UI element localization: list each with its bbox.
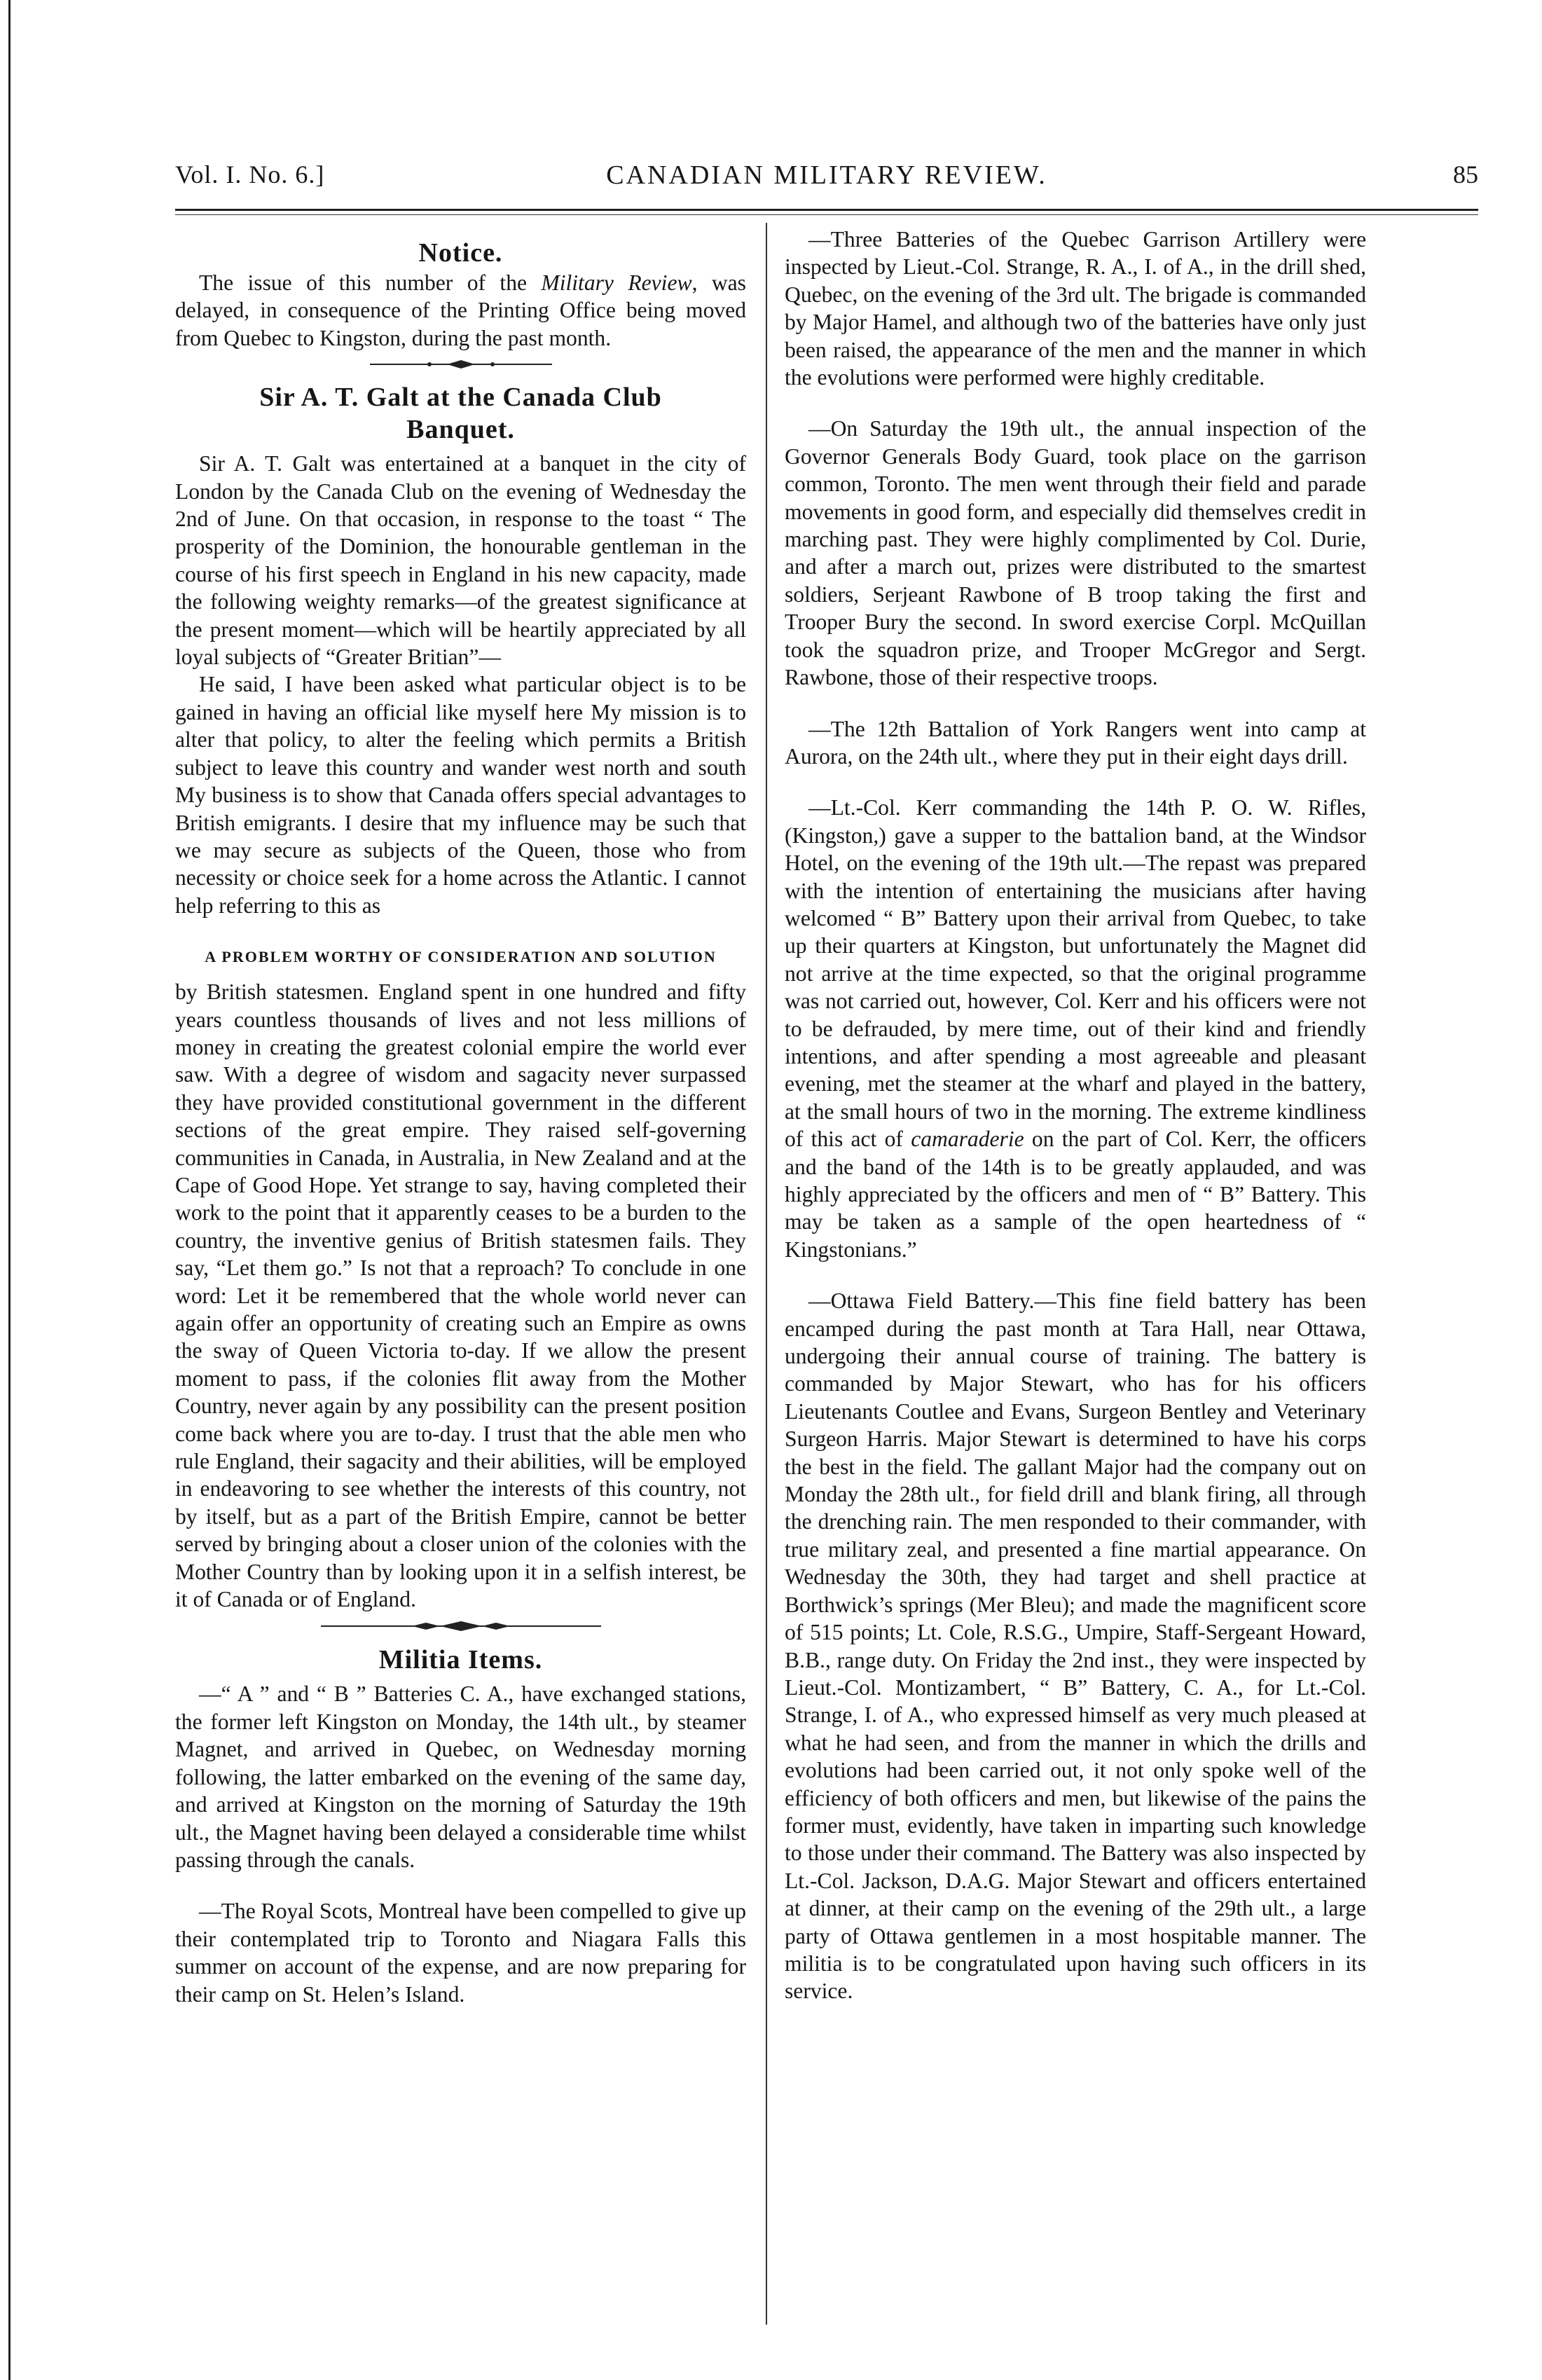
left-column — [175, 226, 746, 2008]
militia-item-italic: camaraderie — [911, 1127, 1024, 1152]
page-header — [175, 156, 1478, 205]
problem-subheading: A PROBLEM WORTHY OF CONSIDERATION AND SOLUTION — [205, 948, 717, 966]
column-divider — [766, 223, 767, 2325]
journal-title: CANADIAN MILITARY REVIEW. — [606, 160, 1047, 190]
militia-paragraph: —The Royal Scots, Montreal have been compelled to give up their contemplated trip to Toronto and Niagara Falls this summer on account of the expense, and are now preparing for their camp on St. Helen’s Island. — [175, 1899, 746, 2007]
militia-paragraph: —“ A ” and “ B ” Batteries C. A., have exchanged stations, the former left Kingston on Monday, the 14th ult., by steamer Magnet, and arrived in Quebec, on Wednesday morning following, the latter embarked on the evening of the same day, and arrived at Kingston on the morning of Saturday the 19th ult., the Magnet having been delayed a considerable time whilst passing through the canals. — [175, 1681, 746, 1872]
notice-text-part: , was delayed, in consequence of the Printing Office being moved from Quebec to Kingston, during the past month. — [175, 270, 746, 350]
militia-item-part: —Lt.-Col. Kerr commanding the 14th P. O. W. Rifles, (Kingston,) gave a supper to the battalion band, at the Windsor Hotel, on the evening of the 19th ult.—The repast was prepared with the intention of entertaining the musicians after having welcomed “ B” Battery upon their arrival from Quebec, to take up their quarters at Kingston, but unfortunately the Magnet did not arrive at the time expected, so that the original programme was not carried out, however, Col. Kerr and his officers were not to be defrauded, by mere time, out of their kind and friendly intentions, and after spending a most agreeable and pleasant evening, met the steamer at the wharf and played in the battery, at the small hours of two in the morning. The extreme kindliness of this act of — [785, 795, 1366, 1152]
section-ornament — [356, 359, 566, 370]
militia-item: —On Saturday the 19th ult., the annual inspection of the Governor Generals Body Guard, took place on the garrison common, Toronto. The men went through their field and parade movements in good form, and especially did themselves credit in marching past. They were highly complimented by Col. Durie, and after a march out, prizes were distributed to the smartest soldiers, Serjeant Rawbone of B troop taking the first and Trooper Bury the second. In sword exercise Corpl. McQuillan took the squadron prize, and Trooper McGregor and Sergt. Rawbone, those of their respective troops. — [785, 416, 1366, 690]
notice-heading: Notice. — [418, 238, 503, 268]
galt-paragraph: Sir A. T. Galt was entertained at a banquet in the city of London by the Canada Club on the evening of Wednesday the 2nd of June. On that occasion, in response to the toast “ The prosperity of the Dominion, the honourable gentleman in the course of his first speech in England in his new capacity, made the following weighty remarks—of the greatest significance at the present moment—which will be heartily appreciated by all loyal subjects of “Greater Britian”— — [175, 451, 746, 670]
galt-heading-line1: Sir A. T. Galt at the Canada Club — [259, 383, 662, 413]
right-column — [785, 226, 1366, 2005]
header-rule-thin — [175, 214, 1478, 215]
militia-heading: Militia Items. — [378, 1645, 543, 1675]
galt-paragraph: by British statesmen. England spent in one hundred and fifty years countless thousands of lives and not less millions of money in creating the greatest colonial empire the world ever saw. With a degree of wisdom and sagacity never surpassed they have provided constitutional government in the different sections of the great empire. They raised self-governing communities in Canada, in Australia, in New Zealand and at the Cape of Good Hope. Yet strange to say, having completed their work to the point that it apparently ceases to be a burden to the country, the inventive genius of British statesmen fails. They say, “Let them go.” Is not that a reproach? To conclude in one word: Let it be remembered that the whole world never can again offer an opportunity of creating such an Empire as owns the sway of Queen Victoria to-day. If we allow the present moment to pass, if the colonies flit away from the Mother Country, never again by any possibility can the present position come back where you are to-day. I trust that the able men who rule England, their sagacity and their abilities, will be employed in endeavoring to see whether the interests of this country, not by itself, but as a part of the British Empire, cannot be better served by bringing about a closer union of the colonies with the Mother Country than by looking upon it in a selfish interest, be it of Canada or of England. — [175, 979, 746, 1612]
militia-item — [785, 794, 1366, 1263]
militia-item: —Ottawa Field Battery.—This fine field battery has been encamped during the past month at Tara Hall, near Ottawa, undergoing their annual course of training. The battery is commanded by Major Stewart, who has for his officers Lieutenants Coutlee and Evans, Surgeon Bentley and Veterinary Surgeon Harris. Major Stewart is determined to have his corps the best in the field. The gallant Major had the company out on Monday the 28th ult., for field drill and blank firing, all through the drenching rain. The men responded to their commander, with true military zeal, and presented a fine martial appearance. On Wednesday the 30th, they had target and shell practice at Borthwick’s springs (Mer Bleu); and made the magnificent score of 515 points; Lt. Cole, R.S.G., Umpire, Staff-Sergeant Howard, B.B., range duty. On Friday the 2nd inst., they were inspected by Lieut.-Col. Montizambert, “ B” Battery, C. A., for Lt.-Col. Strange, I. of A., who expressed himself as very much pleased at what he had seen, and from the manner in which the drills and evolutions had been carried out, it not only spoke well of the efficiency of both officers and men, but likewise of the pains the former must, evidently, have taken in imparting such knowledge to those under their command. The Battery was also inspected by Lt.-Col. Jackson, D.A.G. Major Stewart and officers entertained at dinner, at their camp on the evening of the 29th ult., a large party of Ottawa gentlemen in a most hospitable manner. The militia is to be congratulated upon having such officers in its service. — [785, 1288, 1366, 2004]
galt-heading-line2: Banquet. — [406, 415, 515, 445]
binding-edge-rule — [8, 0, 11, 2380]
notice-text — [175, 269, 746, 352]
notice-text-italic: Military Review — [541, 270, 692, 295]
militia-item: —Three Batteries of the Quebec Garrison Artillery were inspected by Lieut.-Col. Strange, R. A., I. of A., in the drill shed, Quebec, on the evening of the 3rd ult. The brigade is commanded by Major Hamel, and although two of the batteries have only just been raised, the appearance of the men and the manner in which the evolutions were performed were highly creditable. — [785, 227, 1366, 390]
section-ornament — [314, 1620, 608, 1632]
page-number: 85 — [1453, 160, 1478, 188]
galt-paragraph: He said, I have been asked what particular object is to be gained in having an official like myself here My mission is to alter that policy, to alter the feeling which permits a British subject to leave this country and wander west north and south My business is to show that Canada offers special advantages to British emigrants. I desire that my influence may be such that we may secure as subjects of the Queen, those who from necessity or choice seek for a home across the Atlantic. I cannot help referring to this as — [175, 672, 746, 918]
volume-number: Vol. I. No. 6.] — [175, 160, 325, 188]
militia-item: —The 12th Battalion of York Rangers went into camp at Aurora, on the 24th ult., where they put in their eight days drill. — [785, 716, 1366, 769]
militia-item-part: on the part of Col. Kerr, the officers and the band of the 14th is to be greatly applauded, and was highly appreciated by the officers and men of “ B” Battery. This may be taken as a sample of the open heartedness of “ Kingstonians.” — [785, 1127, 1366, 1262]
header-rule — [175, 209, 1478, 211]
notice-text-part: The issue of this number of the — [199, 270, 542, 295]
